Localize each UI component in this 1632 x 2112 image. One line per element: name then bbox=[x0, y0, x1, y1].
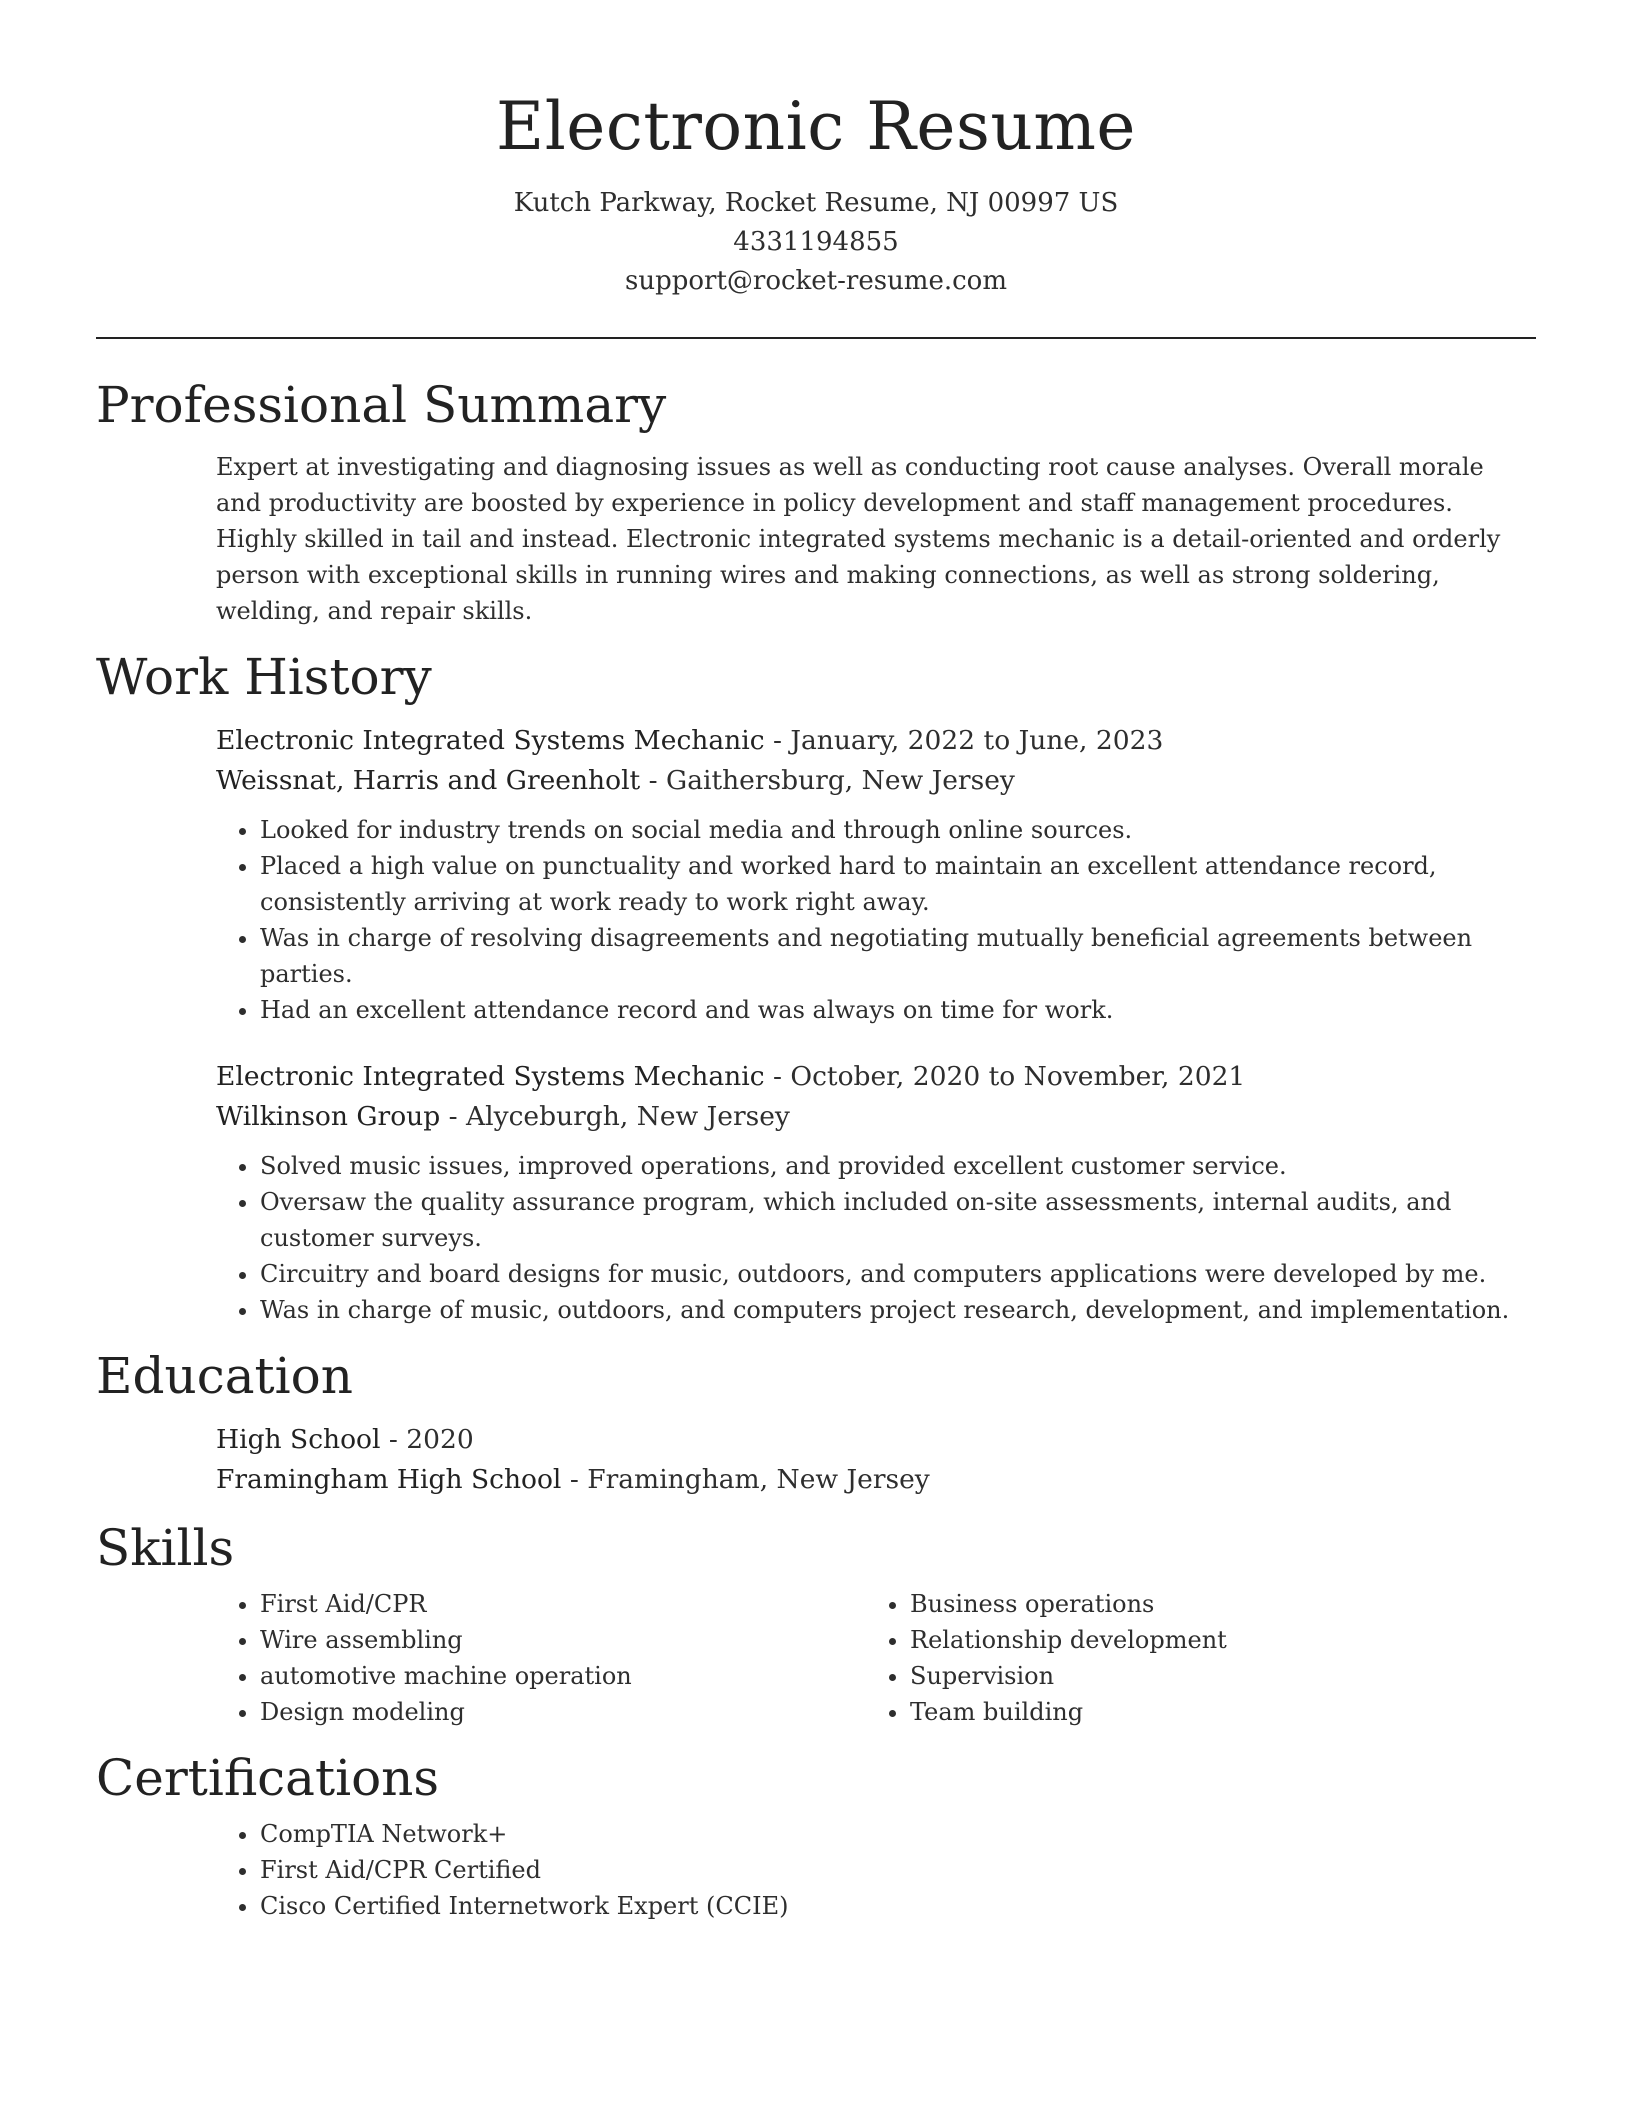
skill-item: • Relationship development bbox=[910, 1622, 1516, 1658]
education-section bbox=[96, 1344, 1536, 1500]
education-title: Education bbox=[96, 1347, 353, 1405]
skills-column-right bbox=[866, 1586, 1516, 1730]
job-title-line bbox=[216, 1057, 1536, 1097]
job-duty: • Was in charge of resolving disagreements and negotiating mutually beneficial agreements between parties. bbox=[260, 920, 1536, 992]
employer-location: - Gaithersburg, New Jersey bbox=[640, 765, 1015, 796]
skill-item: • First Aid/CPR bbox=[260, 1586, 866, 1622]
job-duty: • Circuitry and board designs for music, outdoors, and computers applications were developed by me. bbox=[260, 1256, 1536, 1292]
job-duty: • Oversaw the quality assurance program, which included on-site assessments, internal audits, and customer surveys. bbox=[260, 1184, 1536, 1256]
resume-header bbox=[96, 0, 1536, 301]
job-dates: - January, 2022 to June, 2023 bbox=[764, 725, 1164, 756]
job-entry bbox=[216, 721, 1536, 1028]
job-duties-list bbox=[216, 812, 1536, 1028]
summary-title: Professional Summary bbox=[96, 376, 667, 434]
skill-item: • Team building bbox=[910, 1694, 1516, 1730]
degree-line bbox=[216, 1420, 1536, 1460]
work-history-title: Work History bbox=[96, 648, 432, 706]
degree-name: High School bbox=[216, 1424, 381, 1455]
certifications-list bbox=[216, 1816, 1536, 1924]
school-name: Framingham High School bbox=[216, 1464, 562, 1495]
employer-line bbox=[216, 1097, 1536, 1137]
contact-address: Kutch Parkway, Rocket Resume, NJ 00997 US bbox=[513, 188, 1119, 218]
job-position: Electronic Integrated Systems Mechanic bbox=[216, 1061, 765, 1092]
skill-item: • Wire assembling bbox=[260, 1622, 866, 1658]
graduation-year: - 2020 bbox=[380, 1424, 474, 1455]
job-duty: • Looked for industry trends on social media and through online sources. bbox=[260, 812, 1536, 848]
employer-name: Weissnat, Harris and Greenholt bbox=[216, 765, 641, 796]
school-location: - Framingham, New Jersey bbox=[561, 1464, 930, 1495]
job-position: Electronic Integrated Systems Mechanic bbox=[216, 725, 765, 756]
job-title-line bbox=[216, 721, 1536, 761]
job-duty: • Placed a high value on punctuality and worked hard to maintain an excellent attendance record, consistently arriving at work ready to work right away. bbox=[260, 848, 1536, 920]
employer-location: - Alyceburgh, New Jersey bbox=[440, 1101, 790, 1132]
skills-column-left bbox=[216, 1586, 866, 1730]
job-dates: - October, 2020 to November, 2021 bbox=[764, 1061, 1246, 1092]
skills-grid bbox=[216, 1586, 1536, 1730]
summary-text: Expert at investigating and diagnosing issues as well as conducting root cause analyses. Overall morale and productivity are boosted by experience in policy development and staff management procedures. Highly skilled in tail and instead. Electronic integrated systems mechanic is a detail-oriented and orderly person with exceptional skills in running wires and making connections, as well as strong soldering, welding, and repair skills. bbox=[216, 453, 1501, 625]
certifications-title: Certifications bbox=[96, 1749, 440, 1807]
certification-item: • Cisco Certified Internetwork Expert (CCIE) bbox=[260, 1888, 1536, 1924]
contact-phone: 4331194855 bbox=[733, 227, 899, 257]
skill-item: • Supervision bbox=[910, 1658, 1516, 1694]
contact-info bbox=[96, 184, 1536, 301]
job-entry bbox=[216, 1057, 1536, 1328]
skill-item: • Business operations bbox=[910, 1586, 1516, 1622]
summary-section bbox=[96, 373, 1536, 629]
resume-page bbox=[96, 0, 1536, 1924]
skill-item: • automotive machine operation bbox=[260, 1658, 866, 1694]
skill-item: • Design modeling bbox=[260, 1694, 866, 1730]
skills-title: Skills bbox=[96, 1519, 235, 1577]
education-entry bbox=[216, 1420, 1536, 1500]
work-history-section bbox=[96, 645, 1536, 1328]
header-divider bbox=[96, 337, 1536, 339]
job-duty: • Solved music issues, improved operations, and provided excellent customer service. bbox=[260, 1148, 1536, 1184]
job-duty: • Was in charge of music, outdoors, and computers project research, development, and implementation. bbox=[260, 1292, 1536, 1328]
skills-section bbox=[96, 1516, 1536, 1730]
job-duties-list bbox=[216, 1148, 1536, 1328]
certifications-section bbox=[96, 1746, 1536, 1924]
employer-name: Wilkinson Group bbox=[216, 1101, 441, 1132]
certification-item: • CompTIA Network+ bbox=[260, 1816, 1536, 1852]
certification-item: • First Aid/CPR Certified bbox=[260, 1852, 1536, 1888]
skills-list bbox=[866, 1586, 1516, 1730]
school-line bbox=[216, 1460, 1536, 1500]
employer-line bbox=[216, 761, 1536, 801]
skills-list bbox=[216, 1586, 866, 1730]
contact-email: support@rocket-resume.com bbox=[624, 266, 1007, 296]
resume-name: Electronic Resume bbox=[496, 88, 1136, 165]
job-duty: • Had an excellent attendance record and was always on time for work. bbox=[260, 992, 1536, 1028]
